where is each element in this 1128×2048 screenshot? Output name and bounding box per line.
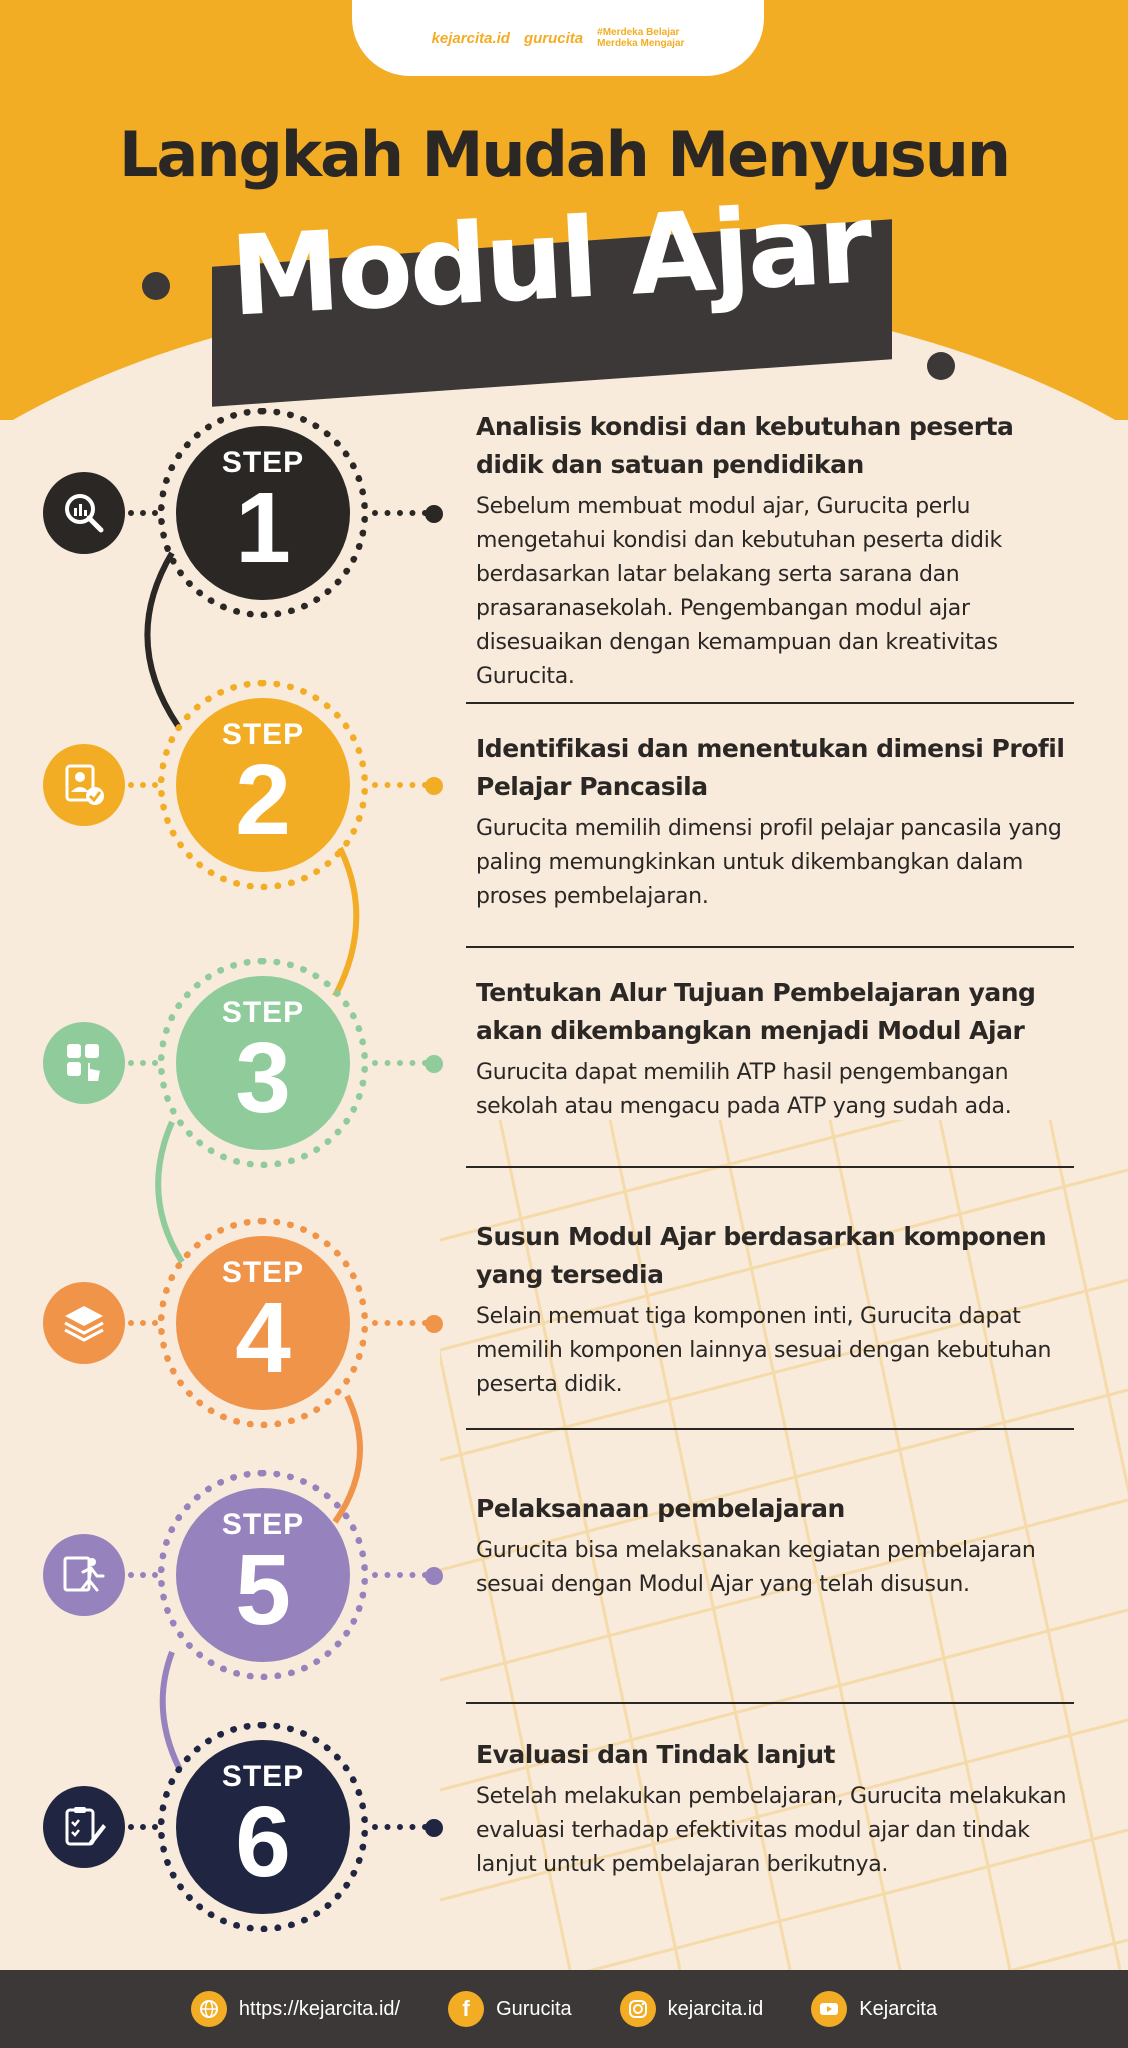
step-badge bbox=[176, 976, 350, 1150]
connector-dots bbox=[128, 510, 158, 516]
step-number: 4 bbox=[235, 1282, 291, 1394]
instagram-icon bbox=[620, 1991, 656, 2027]
step-text bbox=[476, 1490, 1086, 1602]
connector-dots bbox=[372, 782, 428, 788]
divider bbox=[466, 1702, 1074, 1704]
step-number: 1 bbox=[235, 472, 291, 584]
step-description: Setelah melakukan pembelajaran, Gurucita melakukan evaluasi terhadap efektivitas modul ajar dan tindak lanjut untuk pembelajaran berikutnya. bbox=[476, 1784, 1067, 1877]
kejarcita-logo: kejarcita.id bbox=[431, 29, 510, 47]
step-badge bbox=[176, 1236, 350, 1410]
step-title: Tentukan Alur Tujuan Pembelajaran yang akan dikembangkan menjadi Modul Ajar bbox=[476, 978, 1036, 1045]
step-badge bbox=[176, 426, 350, 600]
connector-dots bbox=[128, 1060, 158, 1066]
connector-dots bbox=[128, 1572, 158, 1578]
divider bbox=[466, 1428, 1074, 1430]
profile-check-icon bbox=[43, 744, 125, 826]
connector-dots bbox=[128, 1320, 158, 1326]
footer-website-link[interactable] bbox=[191, 1991, 400, 2027]
footer-facebook: Gurucita bbox=[496, 1997, 572, 2020]
page-title-highlight: Modul Ajar bbox=[227, 179, 873, 341]
connector-dots bbox=[372, 1824, 428, 1830]
footer-facebook-link[interactable] bbox=[448, 1991, 572, 2027]
step-description: Gurucita dapat memilih ATP hasil pengembangan sekolah atau mengacu pada ATP yang sudah ada. bbox=[476, 1060, 1012, 1119]
connector-dots bbox=[372, 1060, 428, 1066]
connector-dots bbox=[128, 1824, 158, 1830]
connector-dots bbox=[128, 782, 158, 788]
step-badge bbox=[176, 698, 350, 872]
step-description: Selain memuat tiga komponen inti, Gurucita dapat memilih komponen lainnya sesuai dengan kebutuhan peserta didik. bbox=[476, 1304, 1052, 1397]
layers-icon bbox=[43, 1282, 125, 1364]
divider bbox=[466, 946, 1074, 948]
step-description: Gurucita memilih dimensi profil pelajar pancasila yang paling memungkinkan untuk dikembangkan dalam proses pembelajaran. bbox=[476, 816, 1062, 909]
step-label: STEP bbox=[221, 996, 305, 1029]
step-badge bbox=[176, 1488, 350, 1662]
step-label: STEP bbox=[221, 1508, 305, 1541]
connector-dots bbox=[372, 1572, 428, 1578]
step-label: STEP bbox=[221, 718, 305, 751]
connector-dots bbox=[372, 510, 428, 516]
step-text bbox=[476, 730, 1086, 914]
step-title: Analisis kondisi dan kebutuhan peserta didik dan satuan pendidikan bbox=[476, 412, 1014, 479]
analysis-icon bbox=[43, 472, 125, 554]
step-title: Pelaksanaan pembelajaran bbox=[476, 1494, 845, 1523]
connector-end-dot bbox=[425, 1055, 443, 1073]
step-text bbox=[476, 974, 1086, 1124]
connector-end-dot bbox=[425, 1567, 443, 1585]
connector-end-dot bbox=[425, 777, 443, 795]
run-icon bbox=[43, 1534, 125, 1616]
youtube-icon bbox=[811, 1991, 847, 2027]
step-title: Susun Modul Ajar berdasarkan komponen yang tersedia bbox=[476, 1222, 1047, 1289]
step-number: 3 bbox=[235, 1022, 291, 1134]
step-text bbox=[476, 1736, 1086, 1882]
footer-youtube-link[interactable] bbox=[811, 1991, 937, 2027]
footer-instagram: kejarcita.id bbox=[667, 1997, 764, 2020]
connector-end-dot bbox=[425, 505, 443, 523]
step-description: Gurucita bisa melaksanakan kegiatan pembelajaran sesuai dengan Modul Ajar yang telah disusun. bbox=[476, 1538, 1036, 1597]
hashtag-line1: #Merdeka Belajar bbox=[597, 27, 680, 38]
connector-end-dot bbox=[425, 1315, 443, 1333]
facebook-icon: f bbox=[448, 1991, 484, 2027]
step-badge bbox=[176, 1740, 350, 1914]
gurucita-logo: gurucita bbox=[523, 29, 584, 47]
step-text bbox=[476, 1218, 1086, 1402]
step-title: Evaluasi dan Tindak lanjut bbox=[476, 1740, 835, 1769]
globe-icon bbox=[191, 1991, 227, 2027]
step-label: STEP bbox=[221, 1256, 305, 1289]
divider bbox=[466, 702, 1074, 704]
step-description: Sebelum membuat modul ajar, Gurucita perlu mengetahui kondisi dan kebutuhan peserta didik berdasarkan latar belakang serta sarana dan prasaranasekolah. Pengembangan modul ajar disesuaikan dengan kemampuan dan kreativitas Gurucita. bbox=[476, 494, 1002, 689]
footer-website: https://kejarcita.id/ bbox=[238, 1997, 401, 2020]
step-number: 6 bbox=[235, 1786, 291, 1898]
footer-instagram-link[interactable] bbox=[620, 1991, 764, 2027]
step-label: STEP bbox=[221, 1760, 305, 1793]
step-label: STEP bbox=[221, 446, 305, 479]
step-number: 2 bbox=[235, 744, 291, 856]
step-title: Identifikasi dan menentukan dimensi Profil Pelajar Pancasila bbox=[476, 734, 1065, 801]
divider bbox=[466, 1166, 1074, 1168]
step-text bbox=[476, 408, 1086, 694]
footer bbox=[0, 1970, 1128, 2048]
footer-youtube: Kejarcita bbox=[859, 1997, 938, 2020]
connector-end-dot bbox=[425, 1819, 443, 1837]
step-number: 5 bbox=[235, 1534, 291, 1646]
hashtag-line2: Merdeka Mengajar bbox=[597, 38, 685, 49]
page-title: Langkah Mudah Menyusun bbox=[118, 118, 1010, 191]
touch-icon bbox=[43, 1022, 125, 1104]
clipboard-icon bbox=[43, 1786, 125, 1868]
connector-dots bbox=[372, 1320, 428, 1326]
